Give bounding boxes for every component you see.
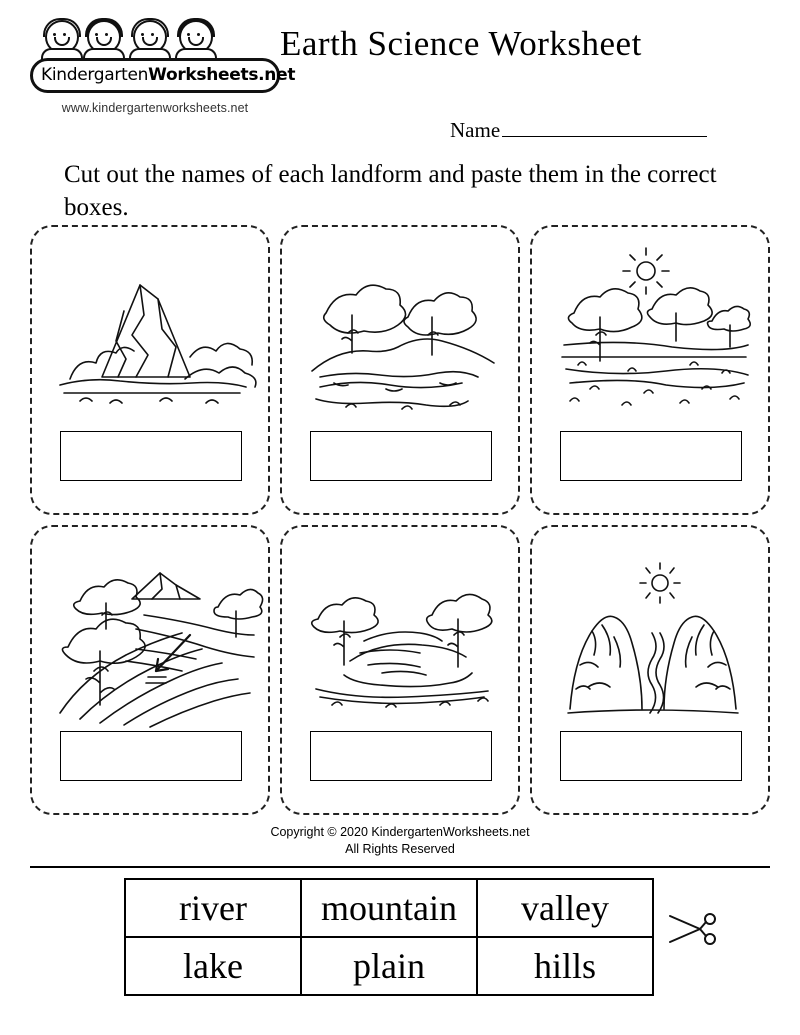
word-bank <box>124 878 654 996</box>
copyright-block <box>0 824 800 858</box>
lake-illustration <box>290 537 514 737</box>
plain-with-sun-illustration <box>540 237 764 437</box>
name-blank-line[interactable] <box>502 119 707 137</box>
answer-box-4[interactable] <box>60 731 242 781</box>
word-cell-valley[interactable]: valley <box>477 879 653 937</box>
kids-illustration <box>38 14 253 62</box>
answer-box-6[interactable] <box>560 731 742 781</box>
card-plain[interactable] <box>530 225 770 515</box>
word-cell-lake[interactable]: lake <box>125 937 301 995</box>
river-with-arrow-illustration <box>40 537 264 737</box>
card-hills[interactable] <box>280 225 520 515</box>
word-cell-plain[interactable]: plain <box>301 937 477 995</box>
table-row <box>125 879 653 937</box>
scissors-icon <box>666 906 726 952</box>
answer-box-2[interactable] <box>310 431 492 481</box>
logo-text-worksheets: Worksheets <box>148 65 259 85</box>
mountain-illustration <box>40 237 264 437</box>
logo-text-kindergarten: Kindergarten <box>41 65 149 85</box>
card-valley[interactable] <box>530 525 770 815</box>
word-cell-river[interactable]: river <box>125 879 301 937</box>
valley-illustration <box>540 537 764 737</box>
worksheet-header <box>0 0 800 140</box>
logo-wordmark <box>30 58 296 93</box>
page-title: Earth Science Worksheet <box>280 24 642 63</box>
site-logo[interactable] <box>30 14 296 115</box>
name-label: Name <box>450 118 501 142</box>
logo-text-net: .net <box>258 65 296 85</box>
copyright-line: Copyright © 2020 KindergartenWorksheets.net <box>270 825 530 839</box>
answer-box-3[interactable] <box>560 431 742 481</box>
card-mountain[interactable] <box>30 225 270 515</box>
answer-box-5[interactable] <box>310 731 492 781</box>
word-cell-mountain[interactable]: mountain <box>301 879 477 937</box>
card-lake[interactable] <box>280 525 520 815</box>
cut-divider <box>30 866 770 868</box>
site-url: www.kindergartenworksheets.net <box>61 101 249 115</box>
name-field[interactable] <box>450 118 707 143</box>
landform-card-grid <box>30 225 775 823</box>
table-row <box>125 937 653 995</box>
hills-with-trees-illustration <box>290 237 514 437</box>
card-river[interactable] <box>30 525 270 815</box>
instructions-text: Cut out the names of each landform and paste them in the correct boxes. <box>64 161 717 221</box>
word-cell-hills[interactable]: hills <box>477 937 653 995</box>
answer-box-1[interactable] <box>60 431 242 481</box>
word-bank-table <box>124 878 654 996</box>
rights-line: All Rights Reserved <box>345 841 455 856</box>
